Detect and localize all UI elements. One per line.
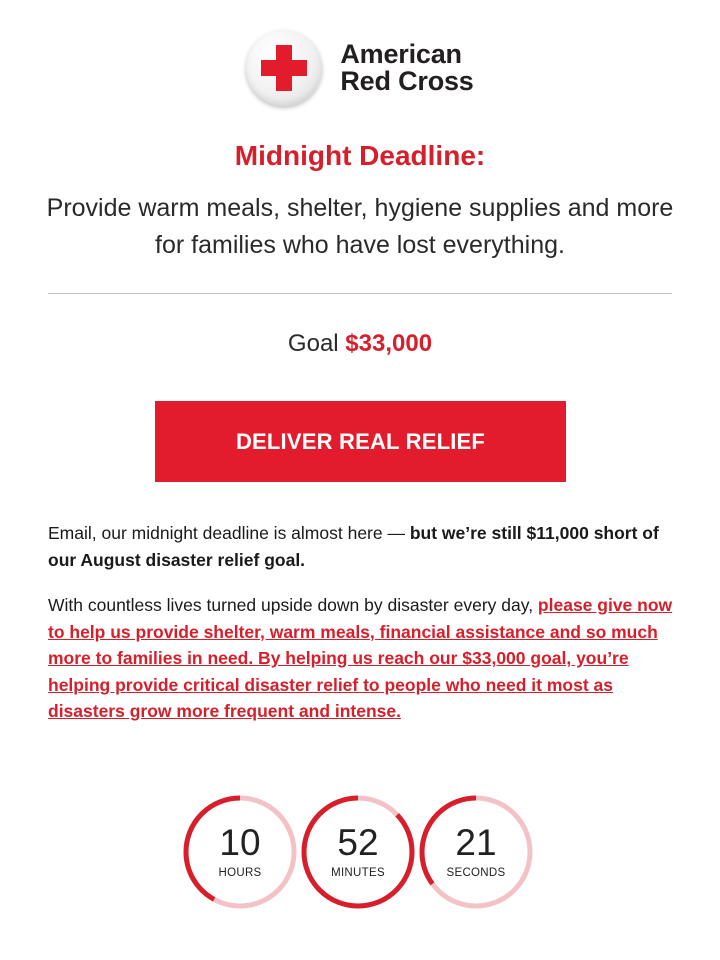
- subheadline: Provide warm meals, shelter, hygiene supplies and more for families who have lost everything.: [46, 194, 674, 259]
- appeal-paragraph: [48, 592, 676, 725]
- countdown-seconds: [418, 794, 534, 910]
- deliver-relief-button[interactable]: DELIVER REAL RELIEF: [155, 401, 566, 482]
- deadline-paragraph: [48, 520, 676, 573]
- seconds-value: 21: [455, 822, 497, 863]
- deadline-text: Email, our midnight deadline is almost here —: [48, 523, 410, 543]
- minutes-value: 52: [337, 822, 379, 863]
- header: [0, 30, 720, 106]
- hours-value: 10: [219, 822, 261, 863]
- headline: Midnight Deadline:: [234, 140, 486, 171]
- deadline-shortfall-text: but we’re still $11,000 short of our August disaster relief goal.: [48, 523, 659, 570]
- give-now-link[interactable]: please give now to help us provide shelter, warm meals, financial assistance and so much more to families in need. By helping us reach our $33,000 goal, you’re helping provide critical disaster relief to people who need it most as disasters grow more frequent and intense.: [48, 595, 673, 721]
- countdown-hours: [182, 794, 298, 910]
- countdown-minutes: [300, 794, 416, 910]
- goal-label: Goal: [287, 330, 339, 357]
- brand-logo[interactable]: [246, 30, 473, 106]
- brand-name: [340, 41, 473, 95]
- brand-name-line2: Red Cross: [340, 66, 474, 96]
- appeal-text: With countless lives turned upside down by disaster every day,: [48, 595, 538, 615]
- minutes-label: MINUTES: [331, 867, 385, 879]
- countdown-timer: [182, 794, 538, 912]
- divider: [48, 293, 672, 294]
- seconds-label: SECONDS: [446, 867, 506, 879]
- goal-amount: $33,000: [345, 330, 433, 357]
- hours-label: HOURS: [218, 867, 262, 879]
- brand-name-line1: American: [340, 39, 462, 69]
- red-cross-icon: [246, 30, 322, 106]
- goal: [0, 330, 720, 358]
